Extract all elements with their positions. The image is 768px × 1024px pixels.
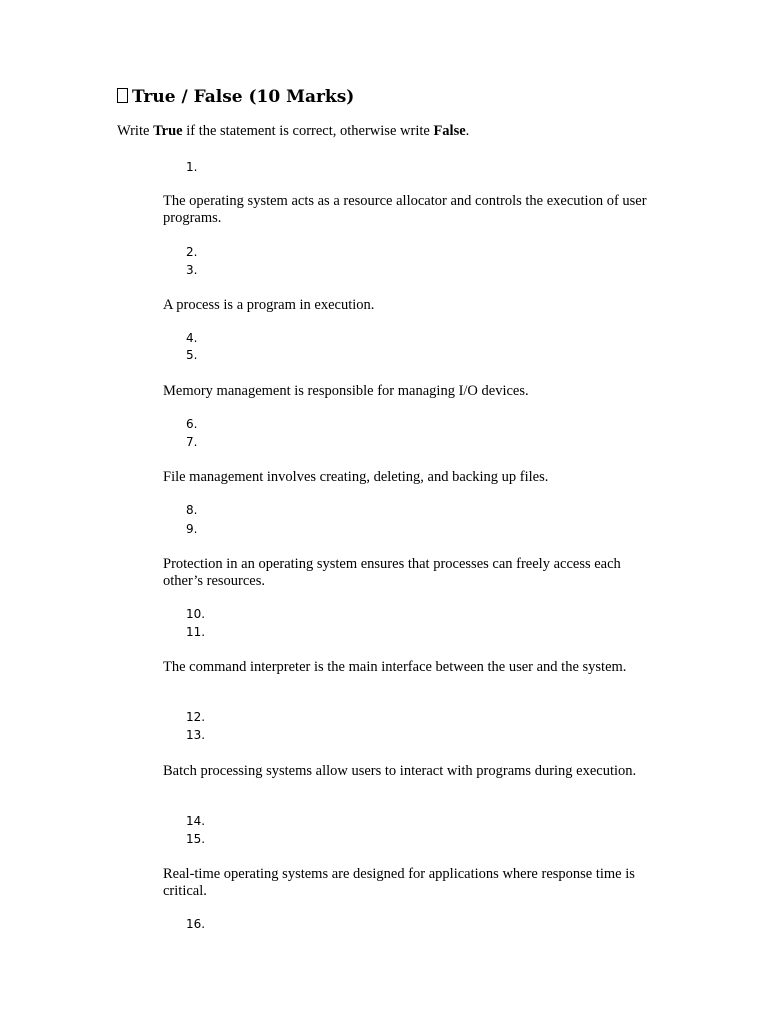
instruction-middle: if the statement is correct, otherwise write [182,123,434,139]
list-number-3: 3. [186,263,198,277]
statement-7: Batch processing systems allow users to interact with programs during execution. [163,763,637,779]
instruction-true-word: True [153,123,183,139]
list-number-1: 1. [186,160,198,174]
statement-8: Real-time operating systems are designed for applications where response time is critical. [163,866,635,899]
box-glyph-icon [117,88,128,103]
statement-5: Protection in an operating system ensures that processes can freely access each other’s resources. [163,556,621,589]
list-number-13: 13. [186,728,206,742]
instruction-prefix: Write [117,123,154,139]
instruction-text [117,123,469,140]
list-number-6: 6. [186,417,198,431]
list-number-2: 2. [186,245,198,259]
list-number-8: 8. [186,503,198,517]
instruction-suffix: . [465,123,470,139]
list-number-4: 4. [186,331,198,345]
list-number-16: 16. [186,917,206,931]
statement-2: A process is a program in execution. [163,297,375,313]
statement-1: The operating system acts as a resource allocator and controls the execution of user programs. [163,193,647,226]
statement-3: Memory management is responsible for managing I/O devices. [163,383,529,399]
section-heading [117,87,354,107]
instruction-false-word: False [433,123,466,139]
statement-4: File management involves creating, deleting, and backing up files. [163,469,549,485]
list-number-7: 7. [186,435,198,449]
list-number-5: 5. [186,348,198,362]
list-number-12: 12. [186,710,206,724]
list-number-15: 15. [186,832,206,846]
list-number-10: 10. [186,607,206,621]
list-number-9: 9. [186,522,198,536]
list-number-11: 11. [186,625,206,639]
list-number-14: 14. [186,814,206,828]
heading-text: True / False (10 Marks) [132,87,355,107]
statement-6: The command interpreter is the main interface between the user and the system. [163,659,627,675]
